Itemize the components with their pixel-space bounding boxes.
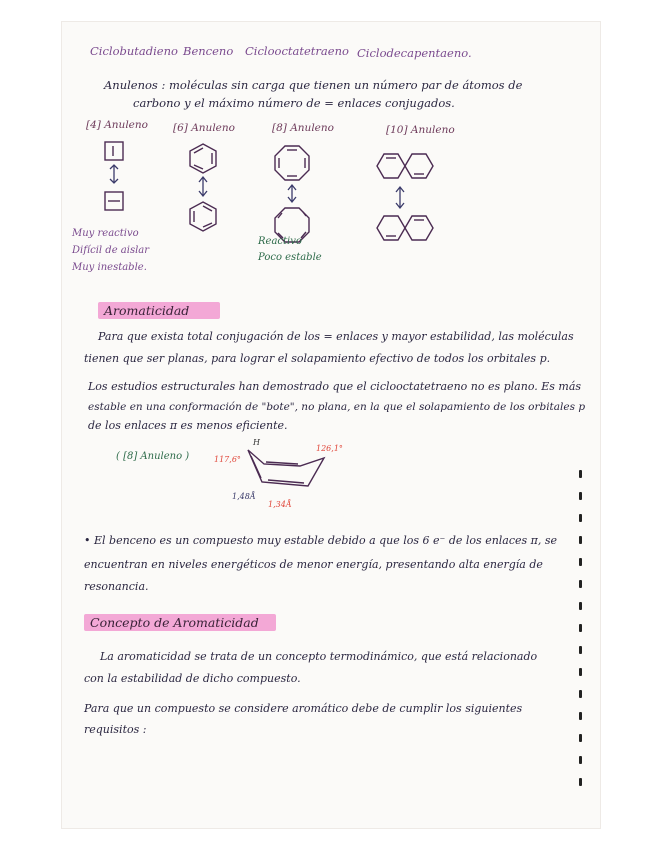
section2-line4: requisitos : — [84, 723, 147, 736]
section1-line1: Para que exista total conjugación de los = enlaces y mayor estabilidad, las moléculas — [98, 330, 574, 343]
cyclobutadiene-structures — [95, 138, 135, 218]
section1-line3: Los estudios estructurales han demostrado que el ciclooctatetraeno no es plano. Es más — [88, 380, 582, 393]
term-ciclooctatetraeno: Ciclooctatetraeno — [245, 44, 349, 58]
ring-label-4: [4] Anuleno — [86, 119, 148, 131]
cot-figure-label: ( [8] Anuleno ) — [116, 451, 190, 462]
cot-bond2: 1,34Å — [268, 500, 292, 509]
section2-line2: con la estabilidad de dicho compuesto. — [84, 672, 301, 685]
benzene-note-line1: • El benceno es un compuesto muy estable debido a que los 6 e⁻ de los enlaces π, se — [84, 534, 558, 547]
anulenos-definition-line2: carbono y el máximo número de = enlaces conjugados. — [133, 96, 455, 110]
note-4-line2: Difícil de aislar — [72, 245, 150, 256]
annulene-10-structures — [370, 148, 440, 258]
heading-aromaticidad: Aromaticidad — [98, 302, 220, 319]
benzene-structures — [185, 140, 225, 240]
ring-label-8: [8] Anuleno — [272, 122, 334, 134]
section1-line2: tienen que ser planas, para lograr el solapamiento efectivo de todos los orbitales p. — [84, 352, 551, 365]
ring-label-10: [10] Anuleno — [386, 124, 455, 136]
note-8-line1: Reactivo — [258, 236, 302, 247]
cot-angle1: 117,6° — [214, 455, 241, 464]
ring-label-6: [6] Anuleno — [173, 122, 235, 134]
section2-line3: Para que un compuesto se considere aromático debe de cumplir los siguientes — [84, 702, 523, 715]
term-benceno: Benceno — [183, 44, 234, 58]
section1-line4: estable en una conformación de "bote", no plana, en la que el solapamiento de los orbitales p — [88, 401, 586, 413]
anulenos-definition-line1: Anulenos : moléculas sin carga que tienen un número par de átomos de — [104, 78, 523, 92]
term-ciclodecapentaeno: Ciclodecapentaeno. — [357, 46, 472, 60]
section2-line1: La aromaticidad se trata de un concepto termodinámico, que está relacionado — [100, 650, 538, 663]
heading-concepto-aromaticidad: Concepto de Aromaticidad — [84, 614, 276, 631]
section1-line5: de los enlaces π es menos eficiente. — [88, 419, 288, 432]
note-8-line2: Poco estable — [258, 252, 322, 263]
benzene-note-line2: encuentran en niveles energéticos de menor energía, presentando alta energía de — [84, 558, 543, 571]
cot-h-label: H — [253, 438, 260, 447]
cot-angle2: 126,1° — [316, 444, 343, 453]
cot-bond1: 1,48Å — [232, 492, 256, 501]
cyclooctatetraene-structures — [268, 140, 318, 250]
term-ciclobutadieno: Ciclobutadieno — [90, 44, 178, 58]
spiral-binding — [577, 470, 585, 810]
benzene-note-line3: resonancia. — [84, 580, 149, 593]
note-4-line1: Muy reactivo — [72, 228, 139, 239]
note-4-line3: Muy inestable. — [72, 262, 147, 273]
